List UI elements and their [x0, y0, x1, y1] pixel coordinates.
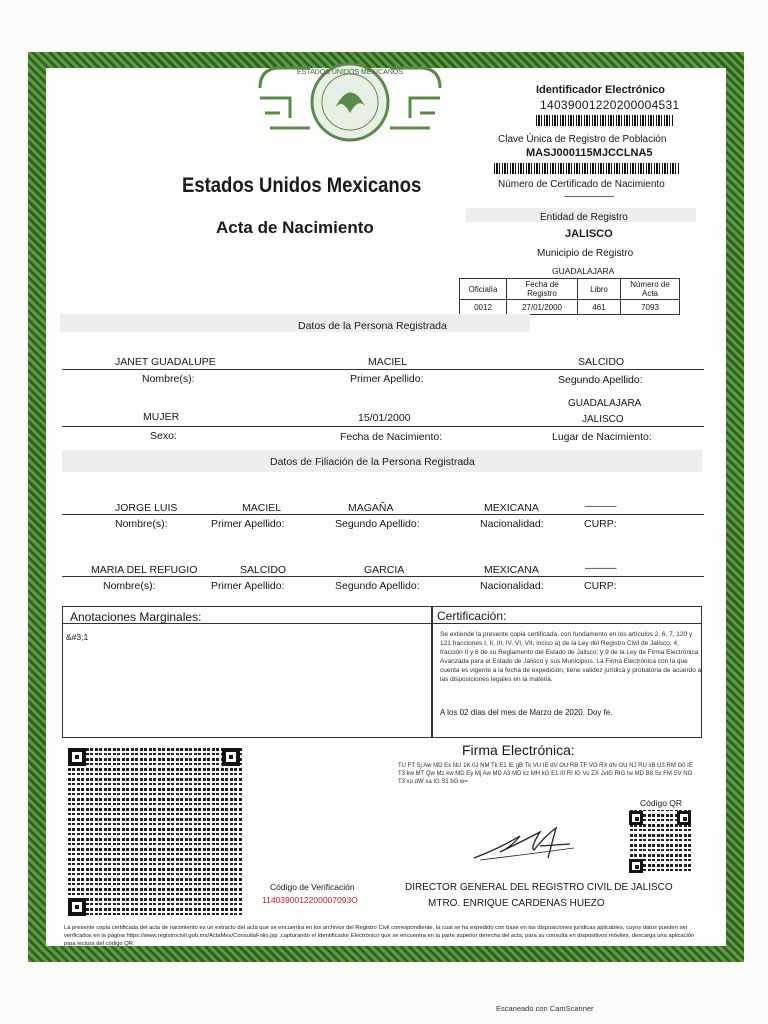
mother-curp: ———	[585, 562, 617, 574]
birth-place-state: JALISCO	[582, 414, 624, 425]
cert-number-label: Número de Certificado de Nacimiento	[498, 179, 665, 190]
father-nationality: MEXICANA	[484, 502, 539, 514]
registry-header-cell: Oficialía	[460, 279, 507, 300]
certification-date: A los 02 días del mes de Marzo de 2020. Doy fe.	[440, 708, 613, 717]
official-title: DIRECTOR GENERAL DEL REGISTRO CIVIL DE JALISCO	[405, 882, 673, 893]
curp-barcode	[494, 163, 680, 174]
person-second-surname-label: Segundo Apellido:	[558, 374, 643, 386]
shade-band	[60, 314, 530, 332]
person-first-surname: MACIEL	[368, 356, 408, 368]
electronic-id-label: Identificador Electrónico	[536, 84, 665, 96]
person-sex: MUJER	[143, 411, 180, 423]
registry-value-cell: 27/01/2000	[507, 300, 578, 315]
official-name: MTRO. ENRIQUE CARDENAS HUEZO	[428, 898, 605, 909]
electronic-id-barcode	[536, 115, 674, 126]
parents-section-title: Datos de Filiación de la Persona Registrada	[270, 456, 475, 468]
annotations-box	[62, 606, 432, 738]
annotations-title: Anotaciones Marginales:	[70, 610, 202, 624]
mother-curp-label: CURP:	[584, 580, 617, 592]
svg-text:ESTADOS UNIDOS MEXICANOS: ESTADOS UNIDOS MEXICANOS	[296, 69, 404, 76]
cert-number: —————	[564, 191, 614, 202]
father-curp-label: CURP:	[584, 518, 617, 530]
curp-value: MASJ000115MJCCLNA5	[526, 147, 653, 159]
mother-name-label: Nombre(s):	[103, 580, 156, 592]
country-title: Estados Unidos Mexicanos	[182, 174, 422, 197]
divider	[62, 369, 704, 370]
person-birth-date-label: Fecha de Nacimiento:	[340, 431, 443, 443]
mother-name: MARIA DEL REFUGIO	[91, 564, 198, 576]
person-second-surname: SALCIDO	[578, 356, 625, 368]
handwritten-signature-icon	[470, 818, 580, 866]
person-birth-place-label: Lugar de Nacimiento:	[552, 431, 652, 443]
footer-disclaimer: La presente copia certificada del acta de nacimiento es un extracto del acta que se encuentra en los archivos del Registro Civil correspondiente, la cual se ha expedido con base en las disposiciones jurídicas aplicables, cuyos datos pueden ser verificados en la página https://www.registrocivil.gob.mx/ActaMex/ConsultaFolio.jsp ,capturando el Identificador Electrónico que se encuentra en la parte superior derecha del acta, para su consulta en dispositivos móviles, descarga una aplicación para lectura del código QR.	[64, 925, 695, 947]
curp-label: Clave Única de Registro de Población	[498, 134, 667, 145]
person-name-label: Nombre(s):	[142, 373, 195, 385]
signature-hash: TU FT Sj Aw MD Ex NU 1K 0J NM Tk E1 IE gB Tk VU IE dV OU RB TF VO RX dN OU NJ RU xB U3 RM G0 IE T3 kw MT Qw Mz kw MD Ey Mj Aw MD A3 MD kz MH kG E1 I0 RI IG Vu ZX JvIG RIG Iw MD B8 Sx FM SV NO T3 xu dW xa IG S1 bG w=	[398, 763, 693, 785]
entity-value: JALISCO	[565, 228, 613, 240]
person-birth-date: 15/01/2000	[358, 412, 411, 424]
electronic-id: 14039001220200004531	[540, 98, 680, 112]
father-name-label: Nombre(s):	[115, 518, 168, 530]
qr-label: Código QR	[640, 798, 683, 808]
large-qr-code	[66, 746, 242, 918]
father-curp: ———	[585, 500, 617, 512]
annotations-content: &#3;1	[66, 632, 89, 642]
person-section-title: Datos de la Persona Registrada	[298, 320, 447, 332]
mother-second-surname-label: Segundo Apellido:	[335, 580, 420, 592]
registry-header-cell: Número de Acta	[621, 279, 680, 300]
registry-value-cell: 461	[578, 300, 621, 315]
registry-header-cell: Libro	[578, 279, 621, 300]
father-first-surname-label: Primer Apellido:	[211, 518, 285, 530]
signature-title: Firma Electrónica:	[462, 742, 575, 758]
birth-place-city: GUADALAJARA	[568, 398, 642, 409]
person-name: JANET GUADALUPE	[115, 356, 216, 368]
father-name: JORGE LUIS	[115, 502, 178, 514]
person-sex-label: Sexo:	[150, 430, 177, 442]
verification-label: Código de Verificación	[270, 882, 355, 892]
person-first-surname-label: Primer Apellido:	[350, 373, 424, 385]
divider	[62, 514, 704, 515]
certification-text: Se extiende la presente copia certificada, con fundamento en los artículos 2, 6, 7, 120 y 121 fracciones I, II, III, IV, VI, VII, inciso a) de la Ley del Registro Civil de Jalisco; 4, fracción II y 6 de su Reglamento del Estado de Jalisco; y 9 de la Ley de Firma Electrónica Avanzada para el Estado de Jalisco y sus Municipios. La Firma Electrónica con la que cuenta es vigente a la fecha de expedición, tiene validez jurídica y probatoria de acuerdo a las disposiciones legales en la materia.	[440, 631, 702, 683]
national-seal-icon	[250, 58, 450, 146]
father-nationality-label: Nacionalidad:	[480, 518, 544, 530]
municipality-value: GUADALAJARA	[552, 266, 615, 276]
mother-second-surname: GARCIA	[364, 564, 405, 576]
small-qr-code	[628, 810, 692, 874]
registry-value-cell: 7093	[621, 300, 680, 315]
scanner-watermark: Escaneado con CamScanner	[496, 1004, 594, 1013]
mother-first-surname-label: Primer Apellido:	[211, 580, 285, 592]
mother-first-surname: SALCIDO	[240, 564, 287, 576]
certification-title: Certificación:	[437, 609, 507, 623]
mother-nationality-label: Nacionalidad:	[480, 580, 544, 592]
registry-header-cell: Fecha de Registro	[507, 279, 578, 300]
father-first-surname: MACIEL	[242, 502, 282, 514]
father-second-surname: MAGAÑA	[348, 502, 394, 514]
father-second-surname-label: Segundo Apellido:	[335, 518, 420, 530]
mother-nationality: MEXICANA	[484, 564, 539, 576]
municipality-label: Municipio de Registro	[537, 248, 634, 259]
verification-code: 1140390012200007093O	[262, 895, 358, 905]
registry-value-cell: 0012	[460, 300, 507, 315]
entity-label: Entidad de Registro	[540, 212, 628, 223]
divider	[62, 576, 704, 577]
divider	[62, 426, 704, 427]
document-title: Acta de Nacimiento	[216, 218, 374, 237]
registry-table	[459, 278, 680, 315]
